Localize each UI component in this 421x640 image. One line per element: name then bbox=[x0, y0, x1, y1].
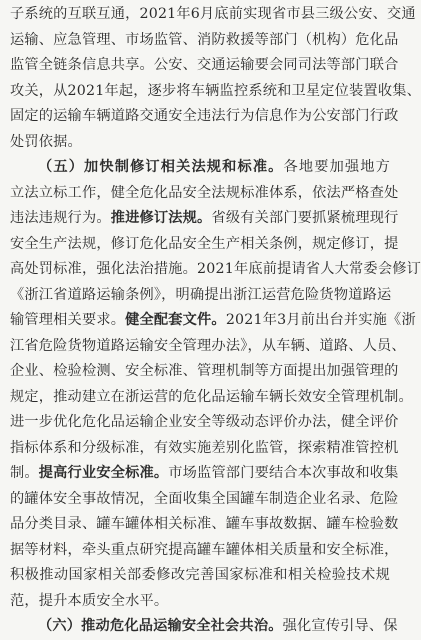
section-heading-5: （五）加快制修订相关法规和标准。 bbox=[38, 159, 284, 175]
text-line bbox=[10, 2, 416, 28]
text-line bbox=[10, 181, 399, 207]
text-line bbox=[10, 436, 399, 462]
text-run: 立法立标工作，健全危化品安全法规标准体系，依法严格查处 bbox=[10, 184, 399, 201]
text-run: 指标体系和分级标准，有效实施差别化监管，探索精准管控机 bbox=[10, 439, 399, 456]
text-line bbox=[10, 410, 399, 436]
text-line bbox=[10, 104, 399, 130]
text-line bbox=[10, 232, 399, 258]
section-heading-6: （六）推动危化品运输安全社会共治。 bbox=[38, 618, 283, 634]
section-heading-line bbox=[10, 155, 390, 181]
bold-subheading: 健全配套文件。 bbox=[125, 312, 226, 328]
text-line bbox=[10, 385, 413, 411]
text-line bbox=[10, 130, 390, 156]
text-run: 《浙江省道路运输条例》，明确提出浙江运营危险货物道路运 bbox=[10, 286, 392, 303]
text-line bbox=[10, 461, 399, 487]
text-line bbox=[10, 538, 399, 564]
text-run: 江省危险货物道路运输安全管理办法》，从车辆、道路、人员、 bbox=[10, 337, 406, 354]
text-run: 市场监管部门要结合本次事故和收集 bbox=[168, 465, 399, 481]
text-line bbox=[10, 563, 390, 589]
text-run: 积极推动国家相关部委修改完善国家标准和相关检验技术规 bbox=[10, 567, 390, 583]
text-run: 2021年3月前出台并实施《浙 bbox=[225, 312, 416, 328]
text-line bbox=[10, 79, 421, 105]
text-run: 攻关，从2021年起，逐步将车辆监控系统和卫星定位装置收集、 bbox=[10, 82, 421, 99]
text-run: 企业、检验检测、安全标准、管理机制等方面提出加强管理的 bbox=[10, 363, 399, 379]
text-run: 运输、应急管理、市场监管、消防救援等部门（机构）危化品 bbox=[10, 31, 399, 48]
text-run: 品分类目录、罐车罐体相关标准、罐车事故数据、罐车检验数 bbox=[10, 516, 399, 532]
text-run: 违法违规行为。 bbox=[10, 210, 111, 226]
section-heading-line bbox=[10, 614, 398, 640]
text-run: 子系统的互联互通，2021年6月底前实现省市县三级公安、交通 bbox=[10, 6, 416, 22]
text-line bbox=[10, 53, 399, 79]
text-line bbox=[10, 28, 399, 54]
text-run: 监管全链条信息共享。公安、交通运输要会同司法等部门联合 bbox=[10, 57, 399, 73]
text-run: 的罐体安全事故情况，全面收集全国罐车制造企业名录、危险 bbox=[10, 490, 399, 507]
text-run: 进一步优化危化品运输企业安全等级动态评价办法，健全评价 bbox=[10, 414, 399, 430]
text-run: 省级有关部门要抓紧梳理现行 bbox=[211, 210, 399, 226]
text-line bbox=[10, 257, 421, 283]
text-run: 据等材料，牵头重点研究提高罐车罐体相关质量和安全标准， bbox=[10, 541, 399, 558]
text-line bbox=[10, 359, 399, 385]
text-run: 输管理相关要求。 bbox=[10, 312, 126, 328]
text-run: 规定，推动建立在浙运营的危化品运输车辆长效安全管理机制。 bbox=[10, 388, 413, 405]
text-line bbox=[10, 206, 399, 232]
text-run: 高处罚标准，强化法治措施。2021年底前提请省人大常委会修订 bbox=[10, 261, 421, 277]
text-line bbox=[10, 334, 406, 360]
text-line bbox=[10, 308, 416, 334]
text-run: 制。 bbox=[10, 465, 39, 481]
bold-subheading: 提高行业安全标准。 bbox=[38, 465, 169, 481]
text-run: 固定的运输车辆道路交通安全违法行为信息作为公安部门行政 bbox=[10, 108, 399, 124]
text-line bbox=[10, 487, 399, 513]
text-run: 各地要加强地方 bbox=[283, 159, 390, 175]
text-run: 安全生产法规，修订危化品安全生产相关条例，规定修订，提 bbox=[10, 235, 399, 252]
text-line bbox=[10, 589, 390, 615]
text-line bbox=[10, 512, 399, 538]
text-run: 强化宣传引导、保 bbox=[282, 618, 398, 634]
text-run: 处罚依据。 bbox=[10, 133, 82, 150]
bold-subheading: 推进修订法规。 bbox=[110, 210, 212, 226]
text-run: 范，提升本质安全水平。 bbox=[10, 592, 169, 609]
text-line bbox=[10, 283, 390, 309]
